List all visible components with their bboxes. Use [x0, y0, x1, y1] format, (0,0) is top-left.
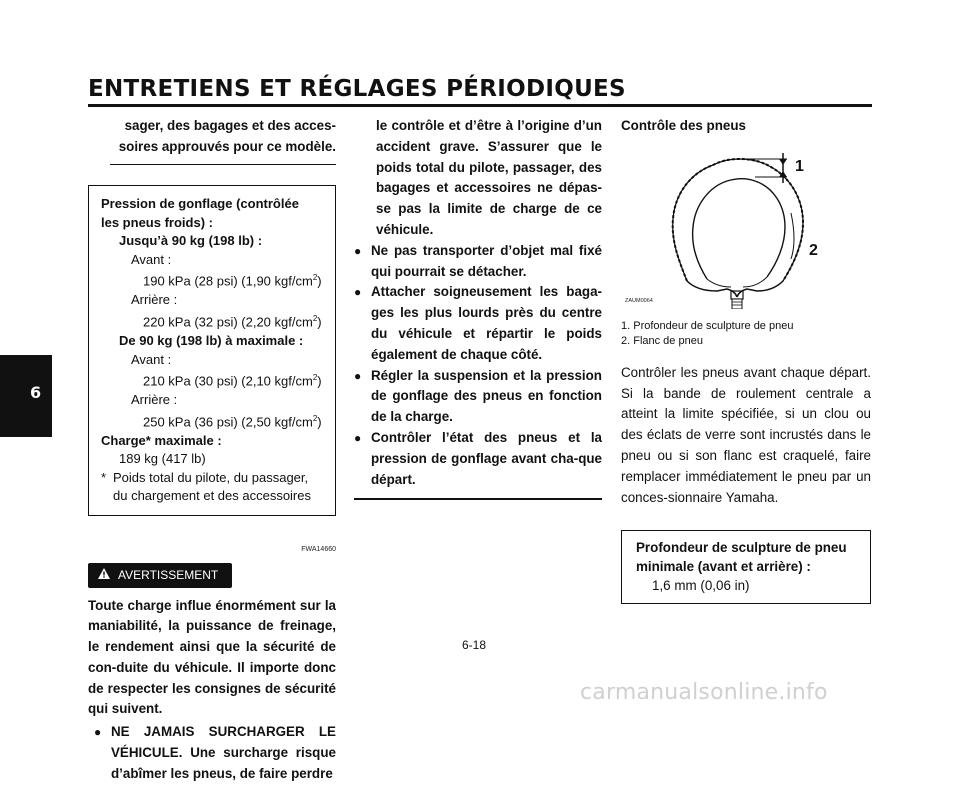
tire-pressure-spec-box: [88, 185, 336, 516]
tire-check-body: Contrôler les pneus avant chaque départ. Si la bande de roulement centrale a atteint la limite spécifiée, si un clou ou des éclats de verre sont incrustés dans le pneu ou si son flanc est craquelé, faire remplacer immédiatement le pneu par un conces-sionnaire Yamaha.: [621, 364, 871, 505]
chapter-tab: [0, 355, 52, 437]
warning-end-rule: [354, 498, 602, 500]
intro-text: [88, 116, 336, 165]
warning-bullet-1: [88, 722, 336, 784]
spec-group2-heading: De 90 kg (198 lb) à maximale :: [119, 332, 304, 348]
bullet-text: NE JAMAIS SURCHARGER LE VÉHICULE. Une surcharge risque d’abîmer les pneus, de faire perdre: [111, 724, 336, 781]
warning-badge: [88, 563, 232, 588]
spec-group2-front-label: Avant :: [131, 351, 172, 367]
spec-max-load-heading: Charge* maximale :: [101, 432, 222, 448]
bullet-dot-icon: ●: [94, 725, 102, 740]
spec-title-line-2: les pneus froids) :: [101, 214, 213, 230]
bullet-text: Contrôler l’état des pneus et la pression de gonflage avant cha-que départ.: [371, 429, 602, 487]
min-tread-depth-box: [621, 530, 871, 604]
warning-bullet-2: [354, 241, 602, 283]
spec-group1-front-label: Avant :: [131, 251, 172, 267]
tire-cross-section-figure: [621, 141, 871, 309]
chapter-tab-label: 6: [30, 383, 42, 402]
warning-code: FWA14660: [301, 545, 336, 553]
bullet-dot-icon: ●: [354, 243, 362, 258]
spec-group1-rear-label: Arrière :: [131, 292, 178, 308]
bullet-text: Attacher soigneusement les baga-ges les plus lourds près du centre du véhicule et répartir le poids également de chaque côté.: [371, 284, 602, 362]
figure-code: ZAUM0064: [625, 297, 653, 304]
column-2: [354, 116, 602, 500]
warning-bullet-5: [354, 428, 602, 490]
section-heading: Contrôle des pneus: [621, 118, 746, 133]
column-3: [621, 116, 871, 604]
warning-continuation: le contrôle et d’être à l’origine d’un accident grave. S’assurer que le poids total du pilote, passager, des bagages et accessoires ne dépas-se pas la limite de charge de ce véhicule.: [376, 118, 602, 237]
bullet-text: Ne pas transporter d’objet mal fixé qui pourrait se détacher.: [371, 242, 602, 279]
bullet-dot-icon: ●: [354, 430, 362, 445]
intro-line-2: soires approuvés pour ce modèle.: [118, 138, 336, 154]
bullet-dot-icon: ●: [354, 368, 362, 383]
page-header-title: ENTRETIENS ET RÉGLAGES PÉRIODIQUES: [88, 76, 626, 102]
spec-footnote: [101, 469, 325, 506]
spec-max-load-value: 189 kg (417 lb): [119, 451, 206, 467]
tire-diagram-icon: [621, 141, 871, 309]
bullet-dot-icon: ●: [354, 285, 362, 300]
caption-2: 2. Flanc de pneu: [621, 334, 703, 347]
warning-bullet-3: [354, 282, 602, 365]
callout-1: 1: [795, 157, 804, 175]
footnote-text: Poids total du pilote, du passager, du chargement et des accessoires: [113, 469, 311, 504]
warning-bullet-4: [354, 366, 602, 428]
min-box-line-1: Profondeur de sculpture de pneu: [636, 540, 847, 556]
intro-line-1: sager, des bagages et des acces-: [124, 118, 336, 133]
header-rule: [88, 104, 872, 107]
min-box-value: 1,6 mm (0,06 in): [652, 577, 750, 593]
intro-rule: [110, 164, 336, 166]
spec-group2-rear-label: Arrière :: [131, 392, 178, 408]
watermark: carmanualsonline.info: [580, 680, 828, 705]
min-box-line-2: minimale (avant et arrière) :: [636, 558, 811, 574]
caption-1: 1. Profondeur de sculpture de pneu: [621, 319, 794, 332]
spec-title-line-1: Pression de gonflage (contrôlée: [101, 196, 299, 212]
footnote-star: *: [101, 469, 107, 485]
figure-captions: [621, 319, 871, 349]
spec-group1-heading: Jusqu’à 90 kg (198 lb) :: [119, 233, 263, 249]
warning-triangle-icon: [98, 565, 110, 586]
warning-label: AVERTISSEMENT: [118, 567, 219, 582]
spec-group2-rear-value: 250 kPa (36 psi) (2,50 kgf/$cm^2$): [143, 413, 322, 429]
spec-group1-rear-value: 220 kPa (32 psi) (2,20 kgf/$cm^2$): [143, 313, 322, 330]
bullet-text: Régler la suspension et la pression de gonflage des pneus en fonction de la charge.: [371, 367, 602, 425]
warning-text: Toute charge influe énormément sur la maniabilité, la puissance de freinage, le rendement ainsi que la sécurité de con-duite du véhicule. Il importe donc de respecter les consignes de sécurité qui suivent.: [88, 597, 336, 717]
spec-group2-front-value: 210 kPa (30 psi) (2,10 kgf/$cm^2$): [143, 373, 322, 389]
spec-group1-front-value: 190 kPa (28 psi) (1,90 kgf/$cm^2$): [143, 273, 322, 289]
callout-2: 2: [809, 241, 818, 259]
page-number: 6-18: [462, 638, 487, 652]
column-1: [88, 116, 336, 785]
